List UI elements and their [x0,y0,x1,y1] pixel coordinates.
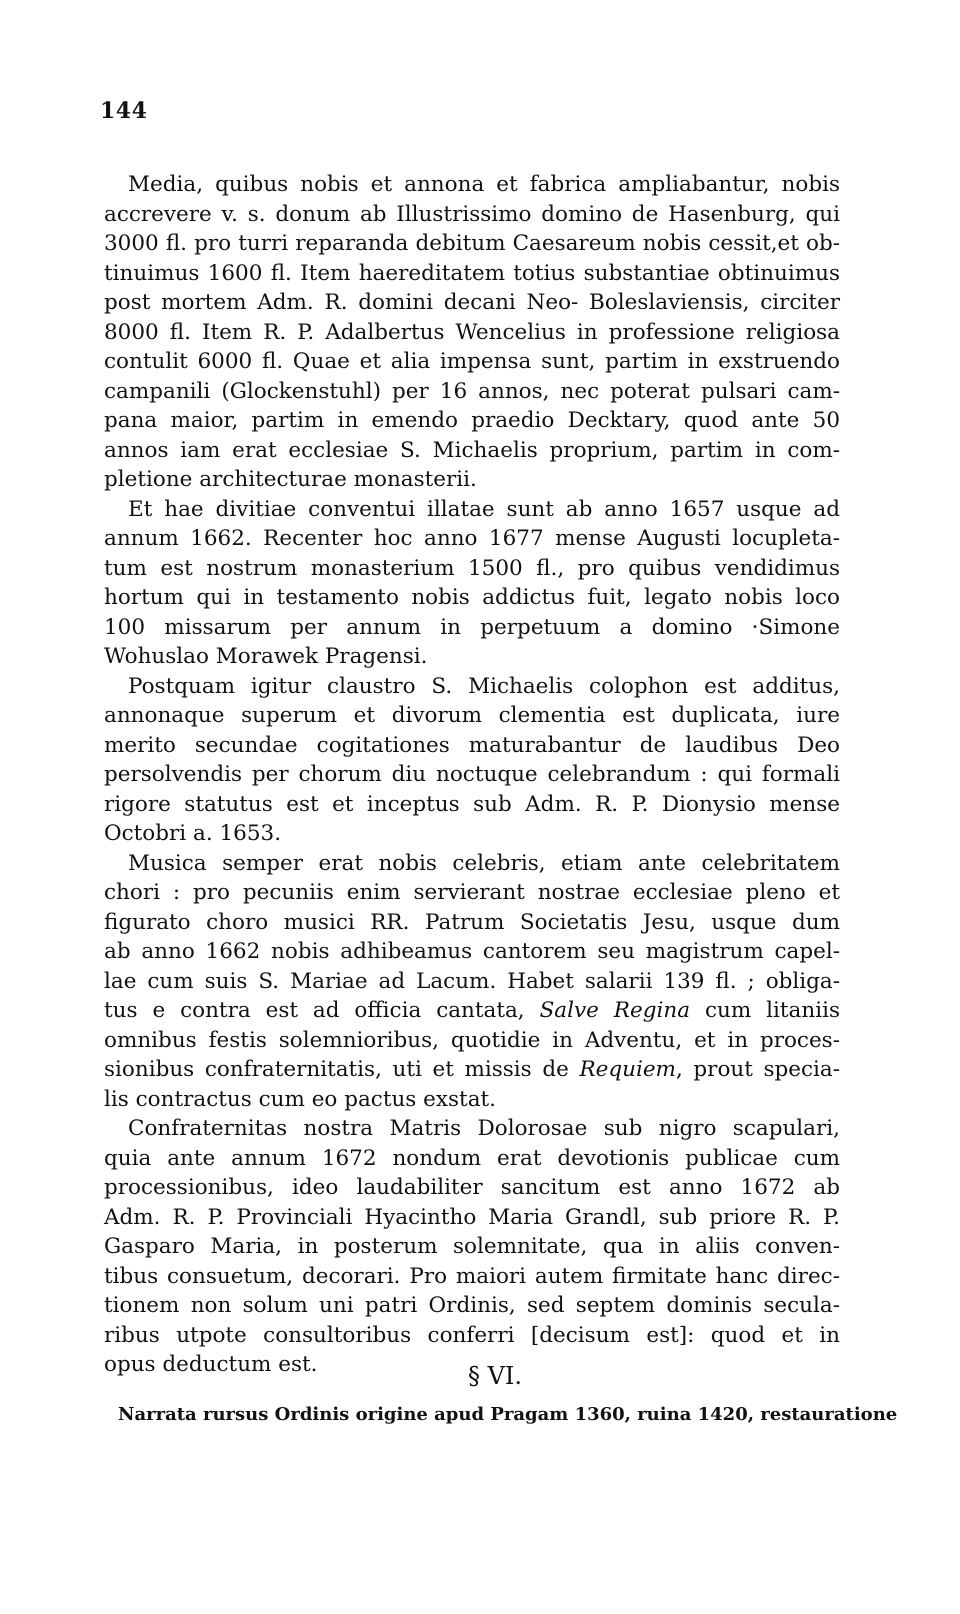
text-line: 100 missarum per annum in perpetuum a domino ·Simone [104,614,840,640]
text-line: 3000 fl. pro turri reparanda debitum Caesareum nobis cessit,et ob- [104,231,840,256]
text-line: lae cum suis S. Mariae ad Lacum. Habet salarii 139 fl. ; obliga- [104,968,840,994]
text-line: persolvendis per chorum diu noctuque celebrandum : qui formali [104,762,840,787]
text-line: omnibus festis solemnioribus, quotidie in Adventu, et in proces- [104,1027,840,1053]
text-line: quia ante annum 1672 nondum erat devotionis publicae cum [104,1145,840,1171]
section-title: Narrata rursus Ordinis origine apud Pragam 1360, ruina 1420, restauratione [118,1404,898,1425]
text-line: merito secundae cogitationes maturabantur de laudibus Deo [104,732,840,758]
text-line: Musica semper erat nobis celebris, etiam ante celebritatem [128,850,840,876]
text-line: accrevere v. s. donum ab Illustrissimo domino de Hasenburg, qui [104,201,840,227]
text-line: tionem non solum uni patri Ordinis, sed septem dominis secula- [104,1293,840,1318]
text-line: annonaque superum et divorum clementia est duplicata, iure [104,703,840,728]
page-number: 144 [100,98,148,124]
text-line: sionibus confraternitatis, uti et missis de Requiem, prout specia- [104,1057,840,1082]
text-line: Postquam igitur claustro S. Michaelis colophon est additus, [128,673,840,699]
text-line: annum 1662. Recenter hoc anno 1677 mense Augusti locupleta- [104,526,840,551]
text-line: Octobri a. 1653. [104,821,282,846]
text-line: contulit 6000 fl. Quae et alia impensa sunt, partim in exstruendo [104,349,840,374]
text-line: pletione architecturae monasterii. [104,467,477,492]
text-line: Wohuslao Morawek Pragensi. [104,644,428,669]
section-heading: § VI. [467,1362,523,1390]
text-line: Et hae divitiae conventui illatae sunt ab anno 1657 usque ad [128,496,840,522]
text-line: figurato choro musici RR. Patrum Societatis Jesu, usque dum [104,909,840,935]
text-line: Confraternitas nostra Matris Dolorosae sub nigro scapulari, [128,1116,840,1141]
text-line: tinuimus 1600 fl. Item haereditatem totius substantiae obtinuimus [104,260,840,286]
text-line: Gasparo Maria, in posterum solemnitate, qua in aliis conven- [104,1234,840,1259]
text-line: post mortem Adm. R. domini decani Neo- Boleslaviensis, circiter [104,290,840,315]
text-line: hortum qui in testamento nobis addictus fuit, legato nobis loco [104,585,840,610]
text-line: ab anno 1662 nobis adhibeamus cantorem seu magistrum capel- [104,939,840,964]
text-line: pana maior, partim in emendo praedio Decktary, quod ante 50 [104,408,840,433]
text-line: tibus consuetum, decorari. Pro maiori autem firmitate hanc direc- [104,1263,840,1289]
text-line: 8000 fl. Item R. P. Adalbertus Wencelius in professione religiosa [104,319,840,345]
text-line: rigore statutus est et inceptus sub Adm. R. P. Dionysio mense [104,791,840,817]
text-line: opus deductum est. [104,1352,318,1377]
text-line: annos iam erat ecclesiae S. Michaelis proprium, partim in com- [104,437,840,463]
text-line: tum est nostrum monasterium 1500 fl., pro quibus vendidimus [104,555,840,581]
text-line: campanili (Glockenstuhl) per 16 annos, nec poterat pulsari cam- [104,378,840,404]
text-line: lis contractus cum eo pactus exstat. [104,1086,496,1112]
body-text [104,170,840,1380]
text-line: processionibus, ideo laudabiliter sancitum est anno 1672 ab [104,1175,840,1200]
text-line: Media, quibus nobis et annona et fabrica ampliabantur, nobis [128,172,840,197]
text-line: chori : pro pecuniis enim servierant nostrae ecclesiae pleno et [104,880,840,905]
text-line: Adm. R. P. Provinciali Hyacintho Maria Grandl, sub priore R. P. [104,1204,840,1230]
text-line: tus e contra est ad officia cantata, Salve Regina cum litaniis [104,998,840,1023]
text-line: ribus utpote consultoribus conferri [decisum est]: quod et in [104,1322,840,1348]
